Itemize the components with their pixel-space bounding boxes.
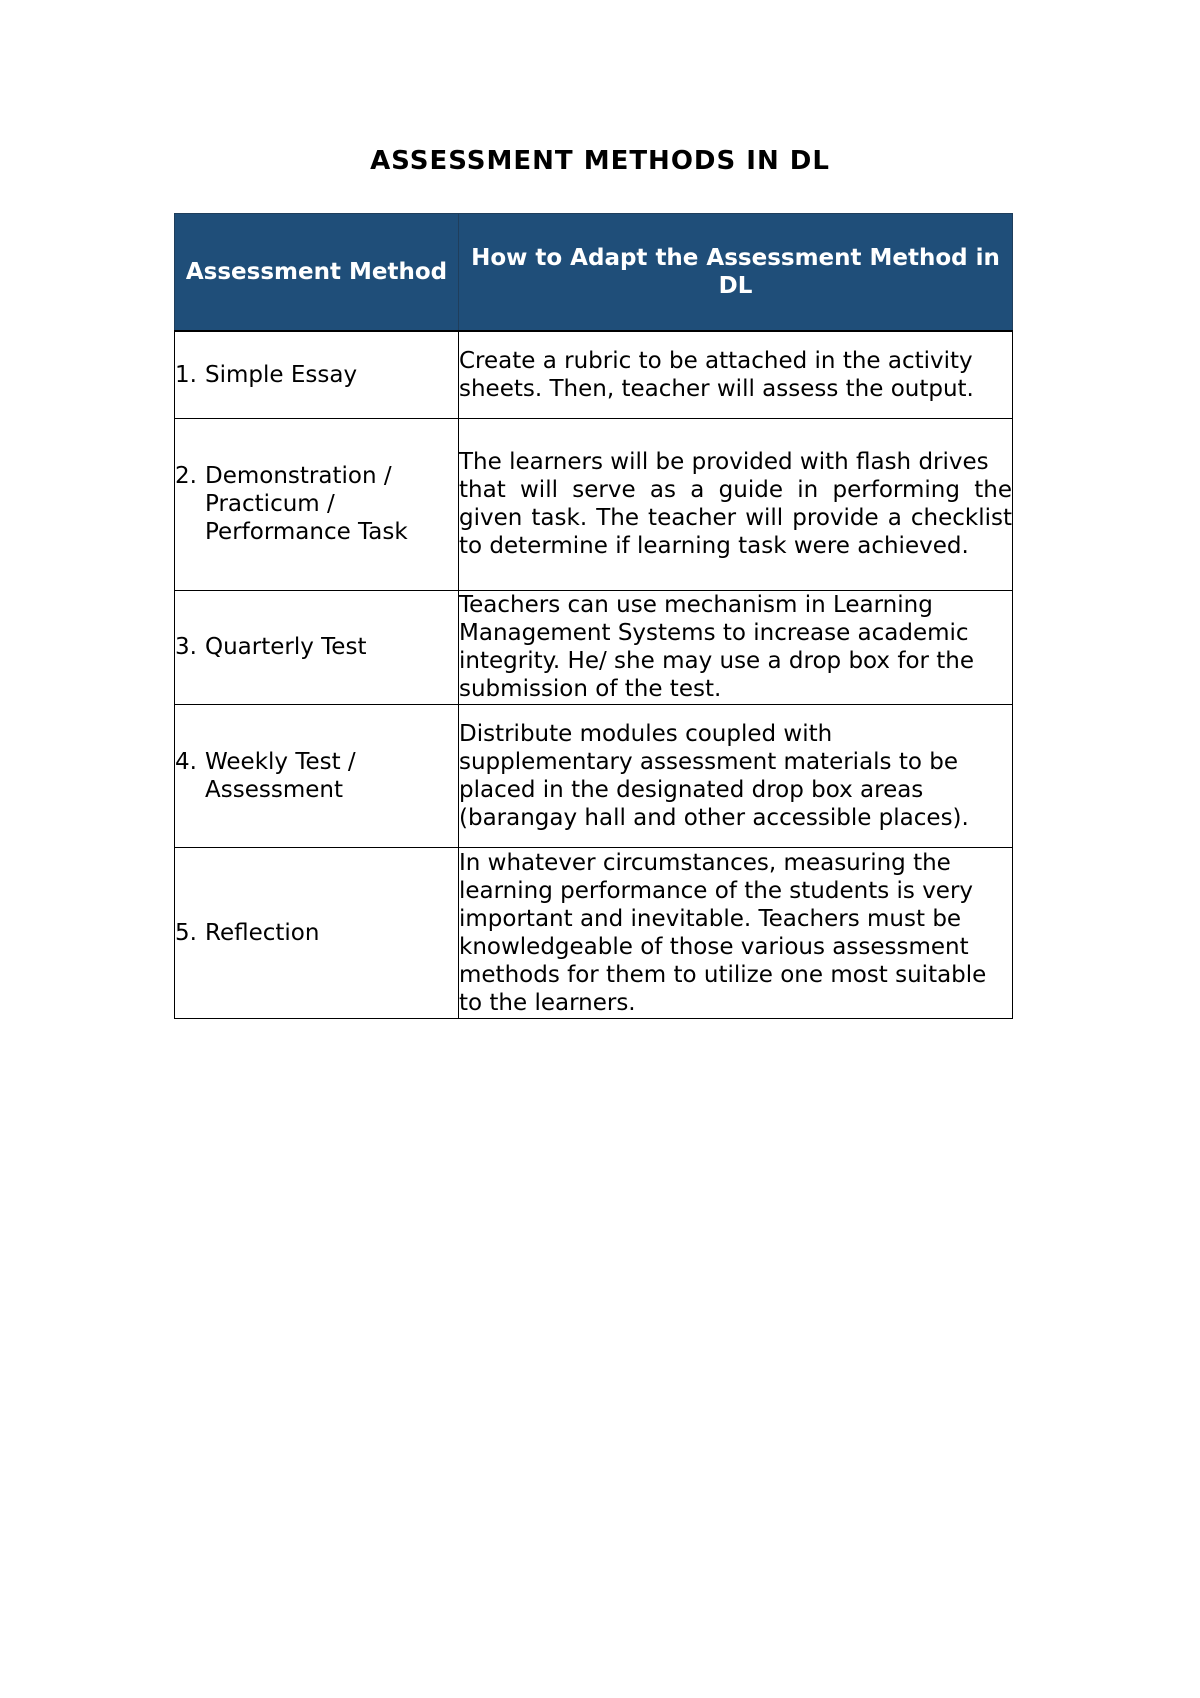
adaptation-text: Teachers can use mechanism in Learning Management Systems to increase academic integrity. He/ she may use a drop box for the submission of the test. — [459, 592, 975, 702]
table-row — [175, 331, 1013, 418]
adaptation-cell — [459, 704, 1013, 847]
adaptation-cell — [459, 331, 1013, 418]
method-cell — [175, 331, 459, 418]
assessment-methods-table — [174, 213, 1013, 1019]
column-header-adaptation-label: How to Adapt the Assessment Method in DL — [471, 245, 1000, 299]
method-label: Reflection — [205, 919, 320, 946]
table-row — [175, 847, 1013, 1018]
method-cell — [175, 847, 459, 1018]
adaptation-cell — [459, 590, 1013, 704]
document-title: ASSESSMENT METHODS IN DL — [370, 146, 830, 176]
method-cell — [175, 590, 459, 704]
adaptation-text: In whatever circumstances, measuring the learning performance of the students is very important and inevitable. Teachers must be knowledgeable of those various assessment methods for them to utilize one most suitable to the learners. — [459, 849, 987, 1016]
adaptation-text: Distribute modules coupled with supplementary assessment materials to be placed in the designated drop box areas (barangay hall and other accessible places). — [459, 720, 969, 831]
adaptation-text: The learners will be provided with flash drives that will serve as a guide in performing the given task. The teacher will provide a checklist to determine if learning task were achieved. — [459, 449, 1012, 559]
column-header-method-label: Assessment Method — [185, 259, 448, 285]
method-cell — [175, 418, 459, 590]
table-row — [175, 418, 1013, 590]
method-label: Simple Essay — [205, 361, 358, 388]
method-number: 2. — [175, 463, 197, 489]
adaptation-cell — [459, 418, 1013, 590]
method-label-text: Demonstration / Practicum / Performance Task — [205, 463, 408, 545]
column-header-adaptation — [459, 214, 1013, 332]
method-cell — [175, 704, 459, 847]
method-label — [205, 462, 458, 546]
adaptation-text: Create a rubric to be attached in the activity sheets. Then, teacher will assess the output. — [459, 347, 974, 402]
method-number: 1. — [175, 361, 197, 388]
adaptation-cell — [459, 847, 1013, 1018]
table-row — [175, 704, 1013, 847]
column-header-method — [175, 214, 459, 332]
method-label: Weekly Test / Assessment — [205, 748, 356, 803]
method-number: 4. — [175, 748, 197, 775]
table-row — [175, 590, 1013, 704]
method-number: 5. — [175, 919, 197, 946]
method-number: 3. — [175, 634, 197, 660]
table-header-row — [175, 214, 1013, 332]
method-label: Quarterly Test — [205, 634, 367, 660]
